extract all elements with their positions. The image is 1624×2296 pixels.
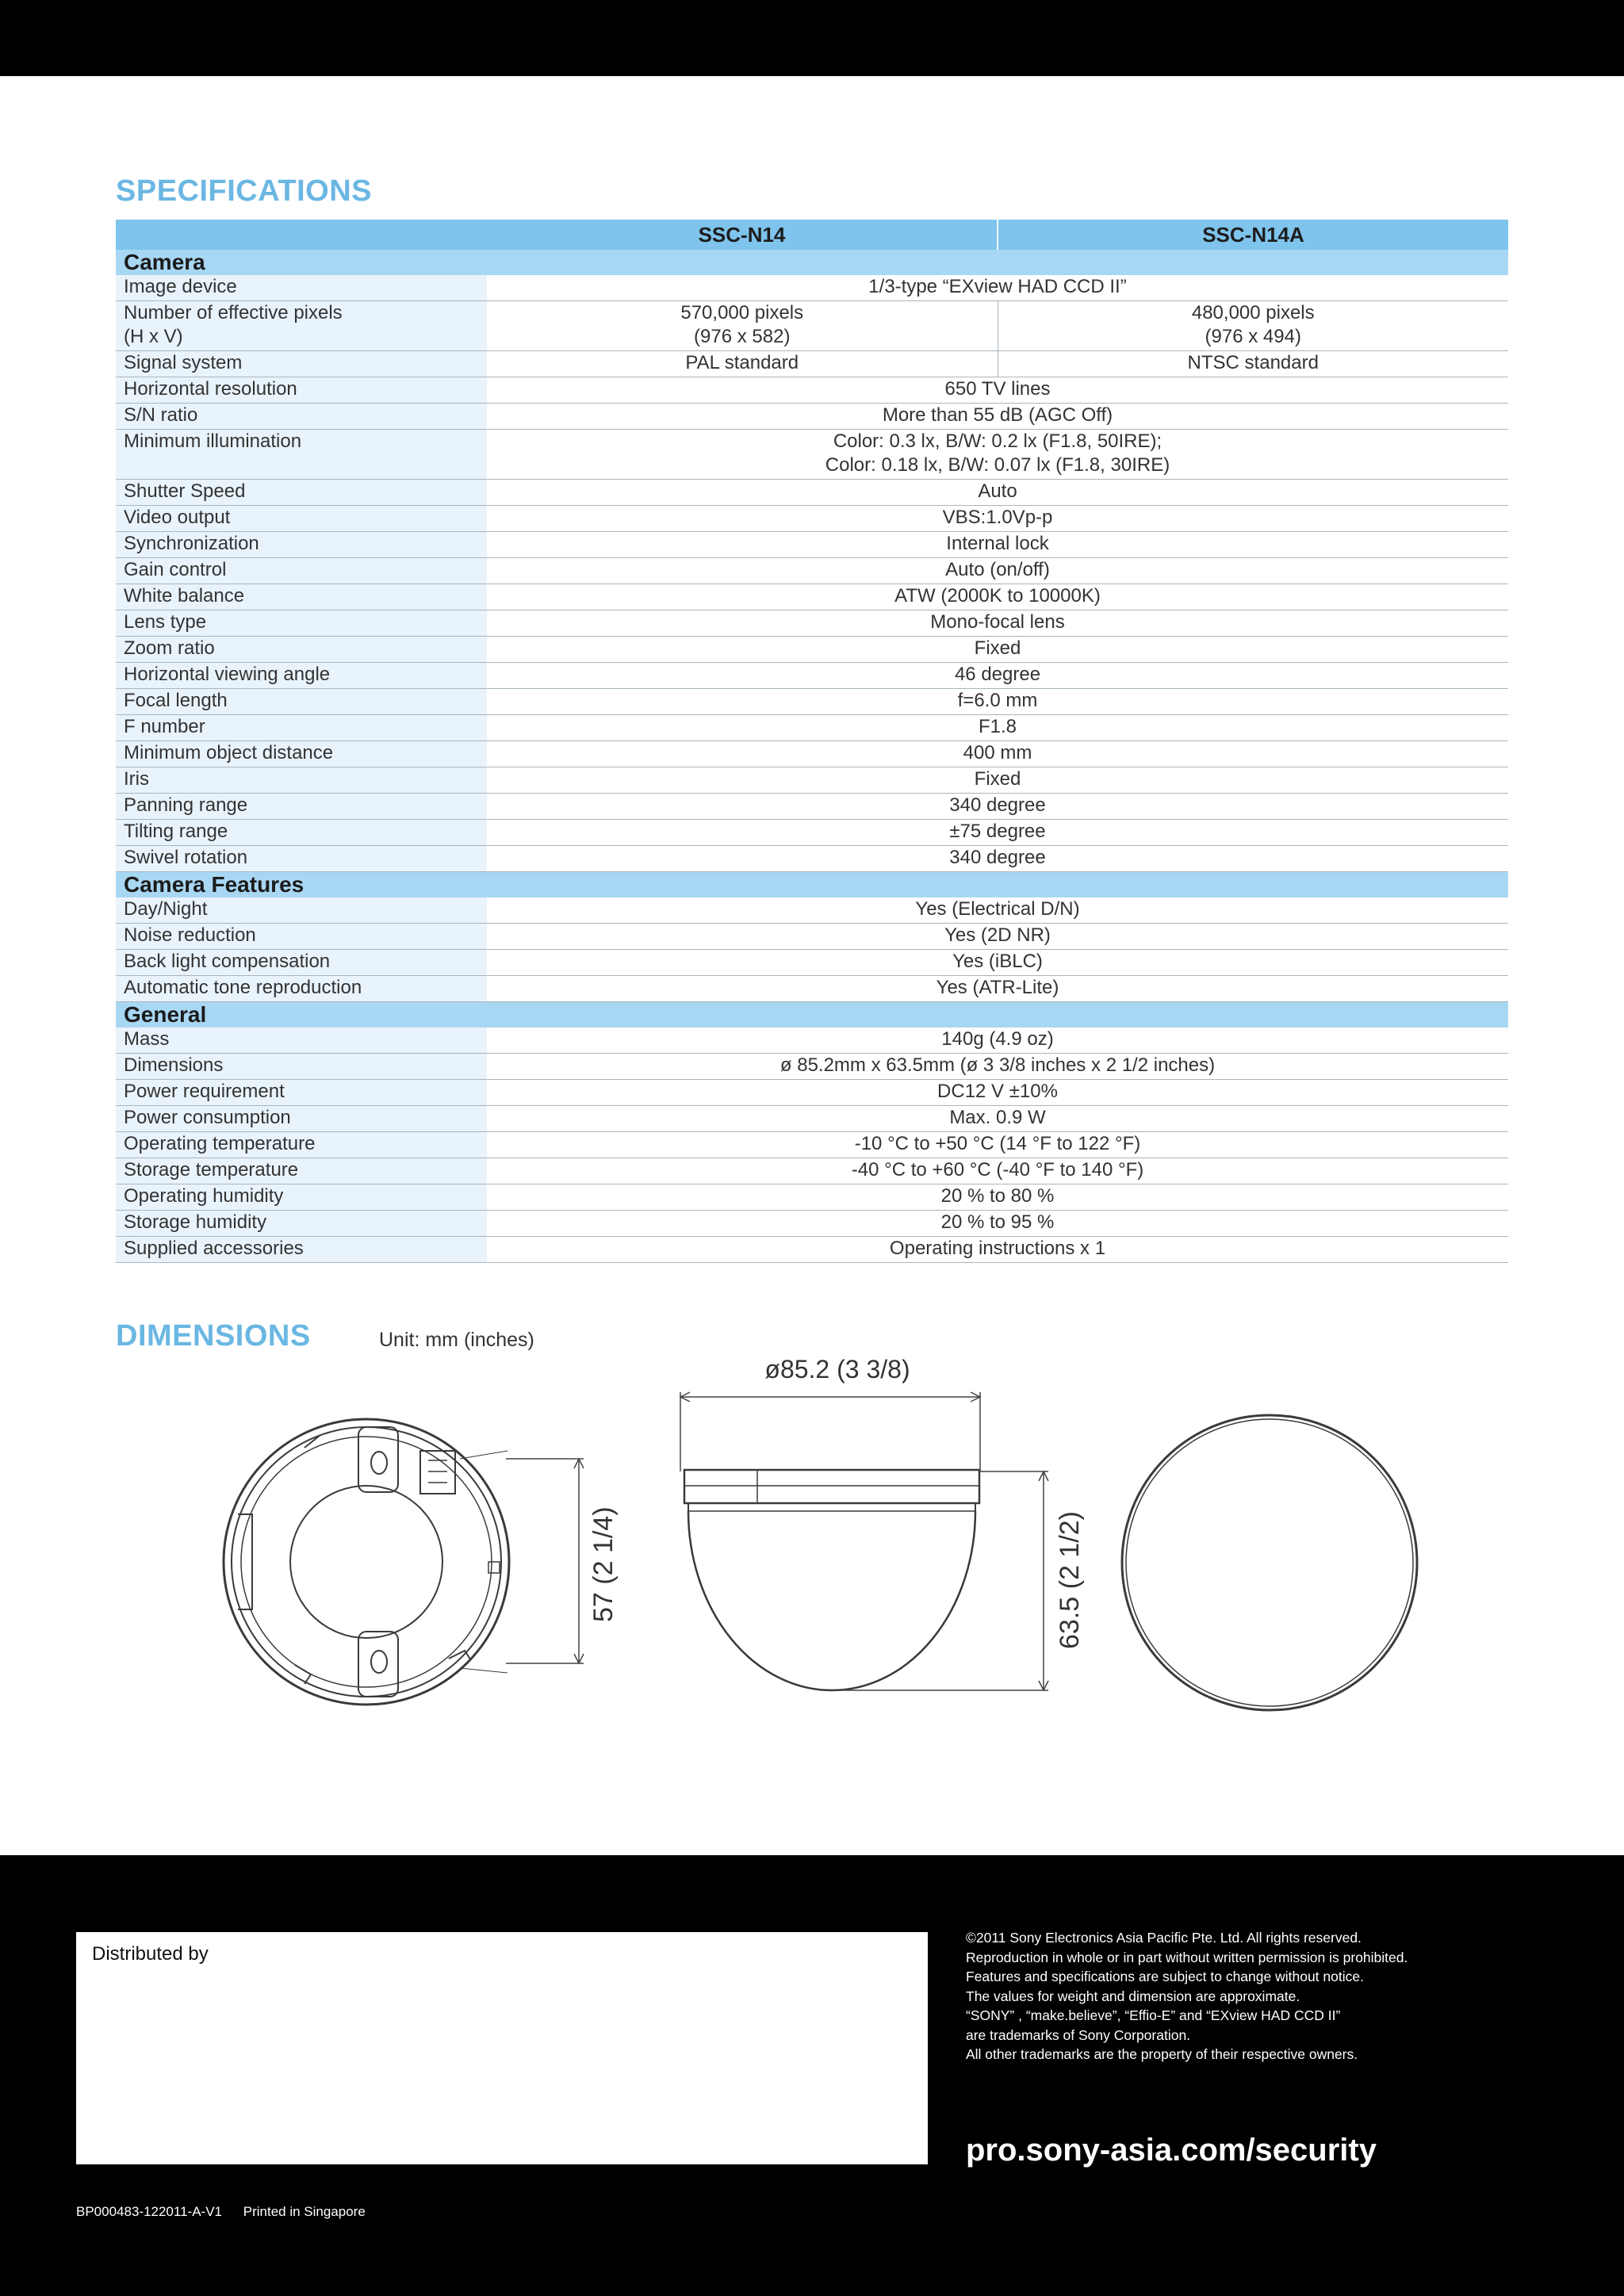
total-height-dimension-line: [841, 1471, 1048, 1690]
spec-value: Internal lock: [487, 532, 1508, 558]
spec-value: 340 degree: [487, 846, 1508, 872]
group-row-general: [116, 1002, 1508, 1028]
diameter-dimension-line: [680, 1392, 980, 1471]
spec-label: Minimum object distance: [116, 741, 487, 767]
spec-label: Number of effective pixels (H x V): [116, 301, 487, 351]
spec-label: Automatic tone reproduction: [116, 976, 487, 1002]
spec-value-ssc-n14a: NTSC standard: [998, 351, 1508, 377]
specifications-heading: SPECIFICATIONS: [116, 174, 372, 208]
spec-label: F number: [116, 715, 487, 741]
spec-value: Fixed: [487, 767, 1508, 794]
legal-line: Reproduction in whole or in part without written permission is prohibited.: [966, 1949, 1408, 1965]
group-row-camera: [116, 250, 1508, 275]
spec-row-shutter-speed: [116, 480, 1508, 506]
base-height-label: 57 (2 1/4): [588, 1506, 619, 1622]
spec-label: S/N ratio: [116, 404, 487, 430]
diameter-label: ø85.2 (3 3/8): [764, 1355, 910, 1383]
spec-label: Focal length: [116, 689, 487, 715]
spec-value: 20 % to 95 %: [487, 1211, 1508, 1237]
spec-label: Panning range: [116, 794, 487, 820]
spec-value: Auto (on/off): [487, 558, 1508, 584]
spec-row-image-device: [116, 275, 1508, 301]
spec-value: ø 85.2mm x 63.5mm (ø 3 3/8 inches x 2 1/2 inches): [487, 1054, 1508, 1080]
group-title: Camera Features: [116, 872, 1508, 898]
spec-label: Dimensions: [116, 1054, 487, 1080]
distributor-box: [76, 1932, 928, 2164]
spec-value: F1.8: [487, 715, 1508, 741]
spec-row-minimum-illumination: [116, 430, 1508, 480]
spec-row-iris: [116, 767, 1508, 794]
spec-row-power-consumption: [116, 1106, 1508, 1132]
spec-label: Storage humidity: [116, 1211, 487, 1237]
spec-value: VBS:1.0Vp-p: [487, 506, 1508, 532]
spec-row-gain-control: [116, 558, 1508, 584]
legal-line: ©2011 Sony Electronics Asia Pacific Pte. Ltd. All rights reserved.: [966, 1930, 1362, 1946]
spec-label: Lens type: [116, 610, 487, 637]
legal-line: “SONY” , “make.believe”, “Effio-E” and “EXview HAD CCD II”: [966, 2007, 1341, 2023]
spec-label: White balance: [116, 584, 487, 610]
spec-row-zoom-ratio: [116, 637, 1508, 663]
spec-label: Iris: [116, 767, 487, 794]
spec-label: Operating temperature: [116, 1132, 487, 1158]
spec-label: Power consumption: [116, 1106, 487, 1132]
group-row-camera-features: [116, 872, 1508, 898]
spec-row-operating-temperature: [116, 1132, 1508, 1158]
spec-label: Zoom ratio: [116, 637, 487, 663]
spec-row-back-light-compensation: [116, 950, 1508, 976]
spec-label: Day/Night: [116, 897, 487, 924]
spec-value: DC12 V ±10%: [487, 1080, 1508, 1106]
header-blank-cell: [116, 220, 487, 250]
spec-row-storage-humidity: [116, 1211, 1508, 1237]
spec-value: Color: 0.3 lx, B/W: 0.2 lx (F1.8, 50IRE); Color: 0.18 lx, B/W: 0.07 lx (F1.8, 30IRE): [487, 430, 1508, 480]
spec-row-video-output: [116, 506, 1508, 532]
spec-label: Noise reduction: [116, 924, 487, 950]
spec-label: Signal system: [116, 351, 487, 377]
spec-value: More than 55 dB (AGC Off): [487, 404, 1508, 430]
spec-row-tilting-range: [116, 820, 1508, 846]
spec-label: Power requirement: [116, 1080, 487, 1106]
spec-row-panning-range: [116, 794, 1508, 820]
spec-value-ssc-n14a: 480,000 pixels (976 x 494): [998, 301, 1508, 351]
spec-label: Horizontal viewing angle: [116, 663, 487, 689]
spec-value: Fixed: [487, 637, 1508, 663]
spec-row-operating-humidity: [116, 1184, 1508, 1211]
spec-row-signal-system: [116, 351, 1508, 377]
spec-label: Swivel rotation: [116, 846, 487, 872]
dimension-drawings: [0, 1332, 1624, 1744]
spec-label: Image device: [116, 275, 487, 301]
spec-label: Shutter Speed: [116, 480, 487, 506]
spec-value: 400 mm: [487, 741, 1508, 767]
spec-value: Yes (2D NR): [487, 924, 1508, 950]
spec-row-minimum-object-distance: [116, 741, 1508, 767]
spec-value: 650 TV lines: [487, 377, 1508, 404]
dome-side-view-drawing: [684, 1470, 979, 1690]
document-code: BP000483-122011-A-V1: [76, 2204, 222, 2219]
spec-row-s-n-ratio: [116, 404, 1508, 430]
spec-value: f=6.0 mm: [487, 689, 1508, 715]
spec-value: Mono-focal lens: [487, 610, 1508, 637]
dimensions-heading: DIMENSIONS: [116, 1319, 311, 1353]
dome-top-view-drawing: [1122, 1415, 1417, 1710]
spec-value-ssc-n14: 570,000 pixels (976 x 582): [487, 301, 998, 351]
spec-label: Minimum illumination: [116, 430, 487, 480]
legal-line: The values for weight and dimension are approximate.: [966, 1988, 1300, 2004]
spec-value: Yes (iBLC): [487, 950, 1508, 976]
spec-label: Gain control: [116, 558, 487, 584]
legal-line: All other trademarks are the property of their respective owners.: [966, 2046, 1358, 2062]
spec-row-white-balance: [116, 584, 1508, 610]
spec-label: Horizontal resolution: [116, 377, 487, 404]
spec-row-mass: [116, 1027, 1508, 1054]
spec-label: Tilting range: [116, 820, 487, 846]
legal-line: are trademarks of Sony Corporation.: [966, 2026, 1191, 2043]
group-title: General: [116, 1002, 1508, 1028]
spec-value: 1/3-type “EXview HAD CCD II”: [487, 275, 1508, 301]
spec-row-focal-length: [116, 689, 1508, 715]
specifications-table: [116, 220, 1508, 1263]
spec-value: 340 degree: [487, 794, 1508, 820]
spec-value: Max. 0.9 W: [487, 1106, 1508, 1132]
top-black-band: [0, 0, 1624, 76]
spec-row-automatic-tone-reproduction: [116, 976, 1508, 1002]
spec-row-number-of-effective-pixels-h-x-v: [116, 301, 1508, 351]
spec-row-dimensions: [116, 1054, 1508, 1080]
spec-row-synchronization: [116, 532, 1508, 558]
spec-value: Yes (ATR-Lite): [487, 976, 1508, 1002]
spec-label: Storage temperature: [116, 1158, 487, 1184]
spec-row-supplied-accessories: [116, 1237, 1508, 1263]
legal-line: Features and specifications are subject to change without notice.: [966, 1969, 1364, 1984]
spec-row-power-requirement: [116, 1080, 1508, 1106]
spec-row-horizontal-resolution: [116, 377, 1508, 404]
print-code: [76, 2204, 383, 2220]
spec-label: Supplied accessories: [116, 1237, 487, 1263]
spec-label: Mass: [116, 1027, 487, 1054]
spec-value: -10 °C to +50 °C (14 °F to 122 °F): [487, 1132, 1508, 1158]
spec-row-f-number: [116, 715, 1508, 741]
base-bottom-view-drawing: [224, 1419, 509, 1705]
model-header-ssc-n14a: SSC-N14A: [998, 220, 1508, 250]
spec-value: ±75 degree: [487, 820, 1508, 846]
spec-value: Yes (Electrical D/N): [487, 897, 1508, 924]
model-header-ssc-n14: SSC-N14: [487, 220, 998, 250]
spec-value: 20 % to 80 %: [487, 1184, 1508, 1211]
legal-notice: [966, 1928, 1584, 2064]
spec-label: Back light compensation: [116, 950, 487, 976]
base-height-dimension-line: [506, 1459, 584, 1663]
spec-row-day-night: [116, 897, 1508, 924]
spec-row-storage-temperature: [116, 1158, 1508, 1184]
spec-value: 140g (4.9 oz): [487, 1027, 1508, 1054]
spec-row-swivel-rotation: [116, 846, 1508, 872]
spec-row-noise-reduction: [116, 924, 1508, 950]
spec-value: Operating instructions x 1: [487, 1237, 1508, 1263]
distributed-by-label: Distributed by: [92, 1943, 209, 1965]
website-url: pro.sony-asia.com/security: [966, 2133, 1377, 2168]
total-height-label: 63.5 (2 1/2): [1055, 1511, 1085, 1649]
group-title: Camera: [116, 250, 1508, 275]
spec-value: 46 degree: [487, 663, 1508, 689]
printed-in: Printed in Singapore: [243, 2204, 366, 2219]
spec-value: -40 °C to +60 °C (-40 °F to 140 °F): [487, 1158, 1508, 1184]
spec-row-lens-type: [116, 610, 1508, 637]
spec-value: ATW (2000K to 10000K): [487, 584, 1508, 610]
spec-value: Auto: [487, 480, 1508, 506]
spec-label: Operating humidity: [116, 1184, 487, 1211]
spec-row-horizontal-viewing-angle: [116, 663, 1508, 689]
spec-value-ssc-n14: PAL standard: [487, 351, 998, 377]
spec-label: Synchronization: [116, 532, 487, 558]
spec-label: Video output: [116, 506, 487, 532]
unit-label: Unit: mm (inches): [379, 1329, 534, 1351]
table-header-row: [116, 220, 1508, 250]
